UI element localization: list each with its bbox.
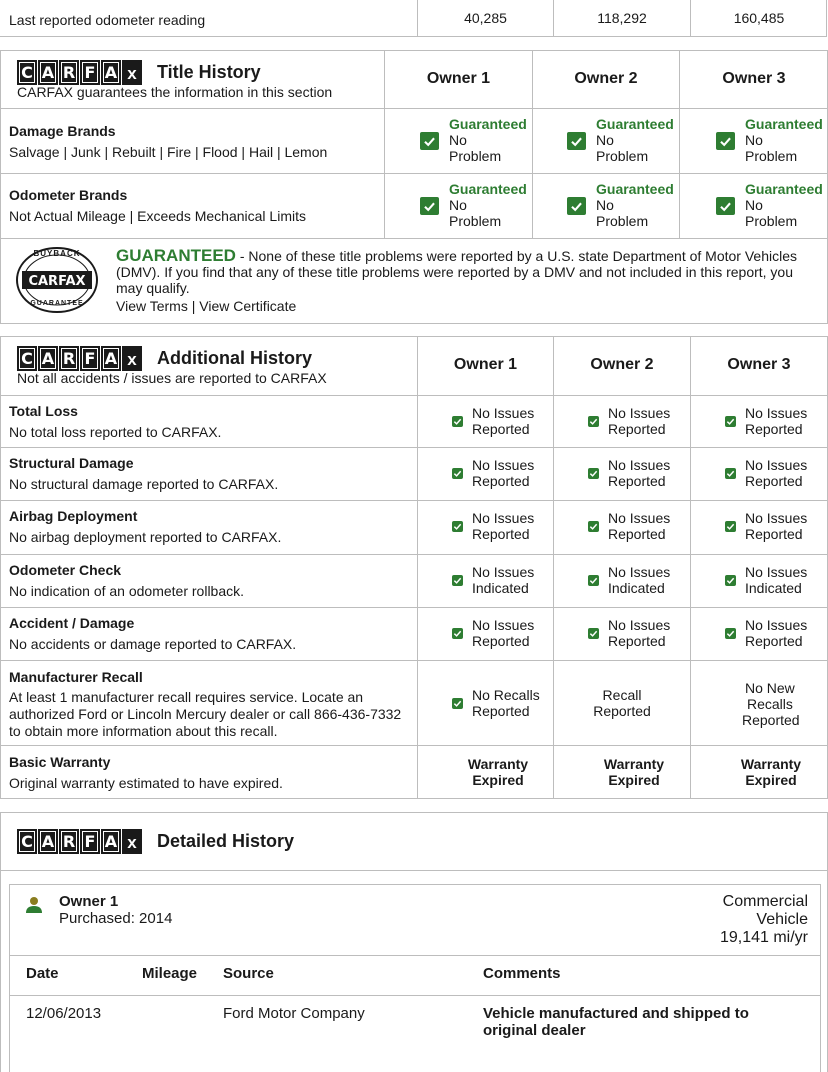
title-status-cell: Guaranteed No Problem	[449, 181, 527, 229]
badge-top-text: BUYBACK	[33, 249, 81, 258]
recall-owner1-text: No Recalls Reported	[472, 687, 540, 719]
additional-row-desc: No structural damage reported to CARFAX.	[9, 476, 279, 492]
recall-owner3-text: No New Recalls Reported	[742, 680, 800, 728]
issue-status-cell: No Issues Reported	[608, 510, 671, 542]
guarantee-text-block	[116, 248, 816, 296]
issue-check-icon	[588, 468, 599, 479]
issue-check-icon	[588, 416, 599, 427]
owner-type	[720, 893, 808, 947]
owner-name: Owner 1	[59, 893, 119, 910]
issue-check-icon	[725, 628, 736, 639]
odometer-brands-label: Odometer Brands	[9, 187, 128, 203]
title-owner2-header: Owner 2	[574, 70, 638, 87]
guaranteed-heading: GUARANTEED	[116, 246, 236, 265]
issue-status-cell: No Issues Indicated	[608, 564, 671, 596]
title-check-icon	[716, 197, 735, 215]
recall-desc	[9, 689, 401, 740]
title-check-icon	[716, 132, 735, 150]
issue-status-cell: No Issues Reported	[745, 405, 808, 437]
odometer-value-owner1: 40,285	[464, 10, 507, 26]
title-owner1-header: Owner 1	[426, 70, 491, 87]
additional-row-label: Accident / Damage	[9, 615, 135, 631]
damage-brands-label: Damage Brands	[9, 123, 116, 139]
owner-person-icon	[25, 896, 43, 919]
odometer-value-owner3: 160,485	[733, 10, 785, 26]
issue-status-cell: No Issues Reported	[745, 457, 808, 489]
title-history-heading: Title History	[157, 62, 261, 82]
guarantee-text: - None of these title problems were reported by a U.S. state Department of Motor Vehicles (DMV). If you find that any of these title problems were reported by a DMV and not included in this report, you may qualify.	[116, 248, 797, 296]
view-terms-link[interactable]: View Terms	[116, 298, 188, 314]
carfax-logo: C A R F A x	[17, 60, 142, 85]
additional-row-desc: No total loss reported to CARFAX.	[9, 424, 222, 440]
odometer-label: Last reported odometer reading	[9, 12, 206, 28]
col-comments: Comments	[483, 965, 561, 982]
carfax-logo-detailed: C A R F A x	[17, 829, 142, 854]
additional-row-desc: No accidents or damage reported to CARFAX.	[9, 636, 297, 652]
additional-owner3-header: Owner 3	[727, 356, 791, 373]
title-check-icon	[420, 197, 439, 215]
issue-check-icon	[725, 468, 736, 479]
additional-row-label: Airbag Deployment	[9, 508, 138, 524]
additional-history-heading: Additional History	[157, 348, 313, 368]
odometer-brands-desc: Not Actual Mileage | Exceeds Mechanical Limits	[9, 208, 306, 224]
guarantee-links	[116, 298, 296, 314]
title-status-cell: Guaranteed No Problem	[745, 116, 823, 164]
recall-desc-line3: to obtain more information about this recall.	[9, 723, 278, 739]
additional-owner1-header: Owner 1	[453, 356, 518, 373]
owner-purchased: Purchased: 2014	[59, 910, 173, 927]
issue-status-cell: No Issues Indicated	[745, 564, 808, 596]
title-status-cell: Guaranteed No Problem	[596, 181, 674, 229]
issue-check-icon	[725, 416, 736, 427]
title-owner3-header: Owner 3	[722, 70, 786, 87]
issue-check-icon	[452, 575, 463, 586]
issue-status-cell: No Issues Reported	[745, 510, 808, 542]
owner-miles: 19,141 mi/yr	[719, 929, 808, 946]
title-check-icon	[567, 197, 586, 215]
history-row-source: Ford Motor Company	[223, 1005, 365, 1022]
issue-check-icon	[452, 521, 463, 532]
issue-status-cell: No Issues Reported	[608, 405, 671, 437]
additional-row-desc: No indication of an odometer rollback.	[9, 583, 245, 599]
issue-status-cell: No Issues Reported	[608, 617, 671, 649]
title-check-icon	[567, 132, 586, 150]
badge-bottom-text: GUARANTEE	[30, 300, 84, 307]
issue-status-cell: No Issues Reported	[472, 457, 535, 489]
additional-row-desc: No airbag deployment reported to CARFAX.	[9, 529, 282, 545]
additional-row-label: Total Loss	[9, 403, 78, 419]
additional-history-subtitle: Not all accidents / issues are reported to CARFAX	[17, 370, 327, 386]
recall-desc-line1: At least 1 manufacturer recall requires service. Locate an	[9, 689, 364, 705]
owner-type-line2: Vehicle	[756, 911, 808, 928]
title-check-icon	[420, 132, 439, 150]
issue-check-icon	[588, 628, 599, 639]
damage-brands-desc: Salvage | Junk | Rebuilt | Fire | Flood | Hail | Lemon	[9, 144, 328, 160]
warranty-owner2: Warranty Expired	[603, 756, 665, 788]
issue-check-icon	[452, 416, 463, 427]
recall-owner1-check-icon	[452, 698, 463, 709]
odometer-value-owner2: 118,292	[597, 10, 647, 26]
issue-status-cell: No Issues Indicated	[472, 564, 535, 596]
recall-desc-line2: authorized Ford or Lincoln Mercury dealer or call 866-436-7332	[9, 706, 402, 722]
issue-check-icon	[725, 575, 736, 586]
issue-check-icon	[452, 468, 463, 479]
col-source: Source	[223, 965, 274, 982]
title-status-cell: Guaranteed No Problem	[449, 116, 527, 164]
issue-check-icon	[452, 628, 463, 639]
col-mileage: Mileage	[142, 965, 198, 982]
detailed-history-heading: Detailed History	[157, 831, 295, 851]
title-status-cell: Guaranteed No Problem	[745, 181, 823, 229]
view-certificate-link[interactable]: View Certificate	[199, 298, 297, 314]
owner-type-line1: Commercial	[722, 893, 808, 910]
warranty-desc: Original warranty estimated to have expired.	[9, 775, 283, 791]
recall-label: Manufacturer Recall	[9, 669, 143, 685]
warranty-owner3: Warranty Expired	[740, 756, 802, 788]
carfax-logo-additional: C A R F A x	[17, 346, 142, 371]
recall-owner2-text: Recall Reported	[593, 687, 651, 719]
issue-status-cell: No Issues Reported	[608, 457, 671, 489]
title-status-cell: Guaranteed No Problem	[596, 116, 674, 164]
issue-check-icon	[725, 521, 736, 532]
additional-owner2-header: Owner 2	[590, 356, 654, 373]
buyback-guarantee-badge	[14, 246, 100, 314]
link-separator: |	[187, 298, 200, 314]
history-row-comment: Vehicle manufactured and shipped to original dealer	[483, 1005, 749, 1039]
history-row-date: 12/06/2013	[26, 1005, 102, 1022]
additional-row-label: Odometer Check	[9, 562, 122, 578]
title-history-subtitle: CARFAX guarantees the information in this section	[17, 84, 333, 100]
issue-check-icon	[588, 575, 599, 586]
issue-status-cell: No Issues Reported	[745, 617, 808, 649]
svg-text:CARFAX: CARFAX	[28, 274, 86, 289]
issue-status-cell: No Issues Reported	[472, 617, 535, 649]
col-date: Date	[26, 965, 59, 982]
warranty-owner1: Warranty Expired	[467, 756, 529, 788]
warranty-label: Basic Warranty	[9, 754, 111, 770]
issue-status-cell: No Issues Reported	[472, 405, 535, 437]
issue-check-icon	[588, 521, 599, 532]
additional-row-label: Structural Damage	[9, 455, 134, 471]
issue-status-cell: No Issues Reported	[472, 510, 535, 542]
